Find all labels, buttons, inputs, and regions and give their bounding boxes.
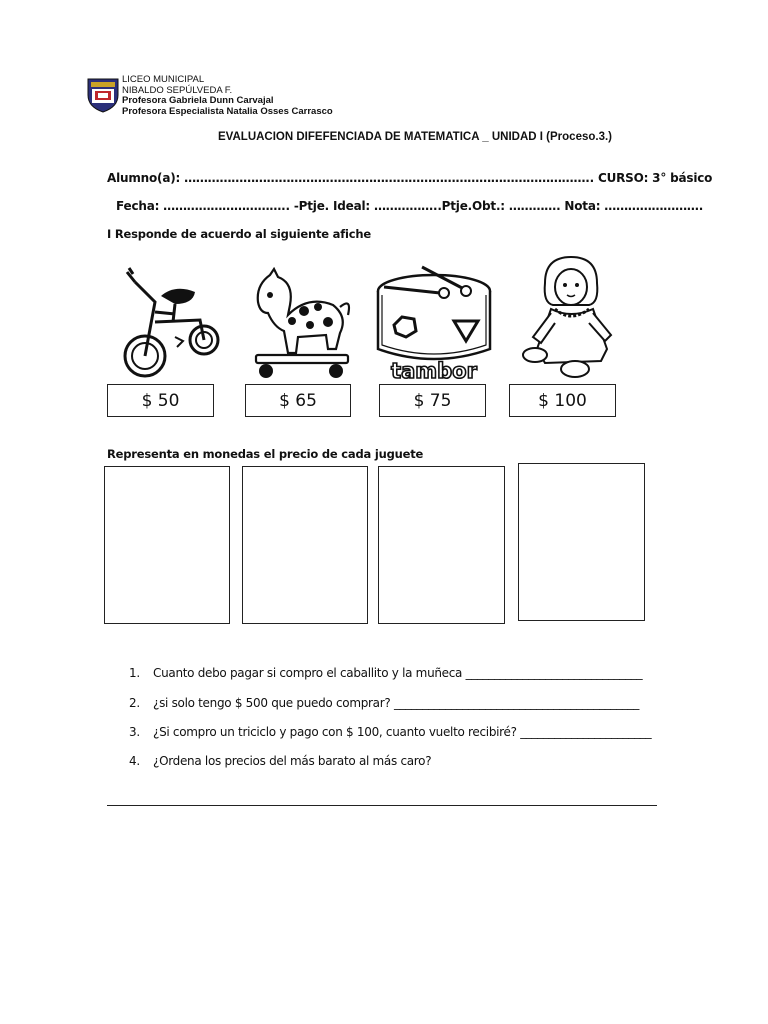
price-tag-drum: $ 75 [379, 384, 486, 417]
tricycle-icon [115, 262, 225, 382]
school-header [122, 75, 333, 117]
drum-caption: tambor [391, 359, 477, 383]
teacher-name-1: Profesora Gabriela Dunn Carvajal [122, 95, 274, 106]
school-name-line2: NIBALDO SEPÚLVEDA F. [122, 84, 233, 96]
score-line: Fecha: ………………………….. -Ptje. Ideal: ……………..Ptje.Obt.: …………. Nota: ……………………. [116, 199, 704, 213]
question-number: 2. [129, 696, 140, 710]
coin-answer-box-2[interactable] [242, 466, 368, 624]
coin-answer-box-3[interactable] [378, 466, 505, 624]
question-number: 1. [129, 666, 140, 680]
question-text: ¿si solo tengo $ 500 que puedo comprar? ___________________________________________ [153, 696, 640, 710]
rocking-horse-icon [248, 267, 353, 380]
coin-answer-box-1[interactable] [104, 466, 230, 624]
price-tag-doll: $ 100 [509, 384, 616, 417]
page-title: EVALUACION DIFEFENCIADA DE MATEMATICA _ UNIDAD I (Proceso.3.) [218, 131, 612, 143]
price-tag-horse: $ 65 [245, 384, 351, 417]
question-1 [129, 666, 642, 680]
question-3 [129, 725, 651, 739]
question-text: ¿Ordena los precios del más barato al más caro? [153, 754, 432, 768]
drum-icon [374, 265, 496, 383]
section2-instruction: Representa en monedas el precio de cada juguete [107, 447, 424, 461]
price-tag-tricycle: $ 50 [107, 384, 214, 417]
question-2 [129, 696, 639, 710]
coin-answer-box-4[interactable] [518, 463, 645, 621]
school-name-line1: LICEO MUNICIPAL [122, 74, 205, 85]
question-number: 4. [129, 754, 140, 768]
question-text: ¿Si compro un triciclo y pago con $ 100, cuanto vuelto recibiré? _______________________ [153, 725, 652, 739]
school-crest-logo [86, 77, 120, 113]
question-4 [129, 754, 431, 768]
section1-instruction: I Responde de acuerdo al siguiente afiche [107, 227, 371, 241]
question-number: 3. [129, 725, 140, 739]
question-text: Cuanto debo pagar si compro el caballito y la muñeca _______________________________ [153, 666, 643, 680]
teacher-name-2: Profesora Especialista Natalia Osses Carrasco [122, 105, 333, 117]
student-name-line: Alumno(a): ………………………………………………………………………………………….. CURSO: 3° básico [107, 171, 713, 185]
answer-line[interactable] [107, 805, 657, 806]
doll-icon [515, 253, 623, 381]
